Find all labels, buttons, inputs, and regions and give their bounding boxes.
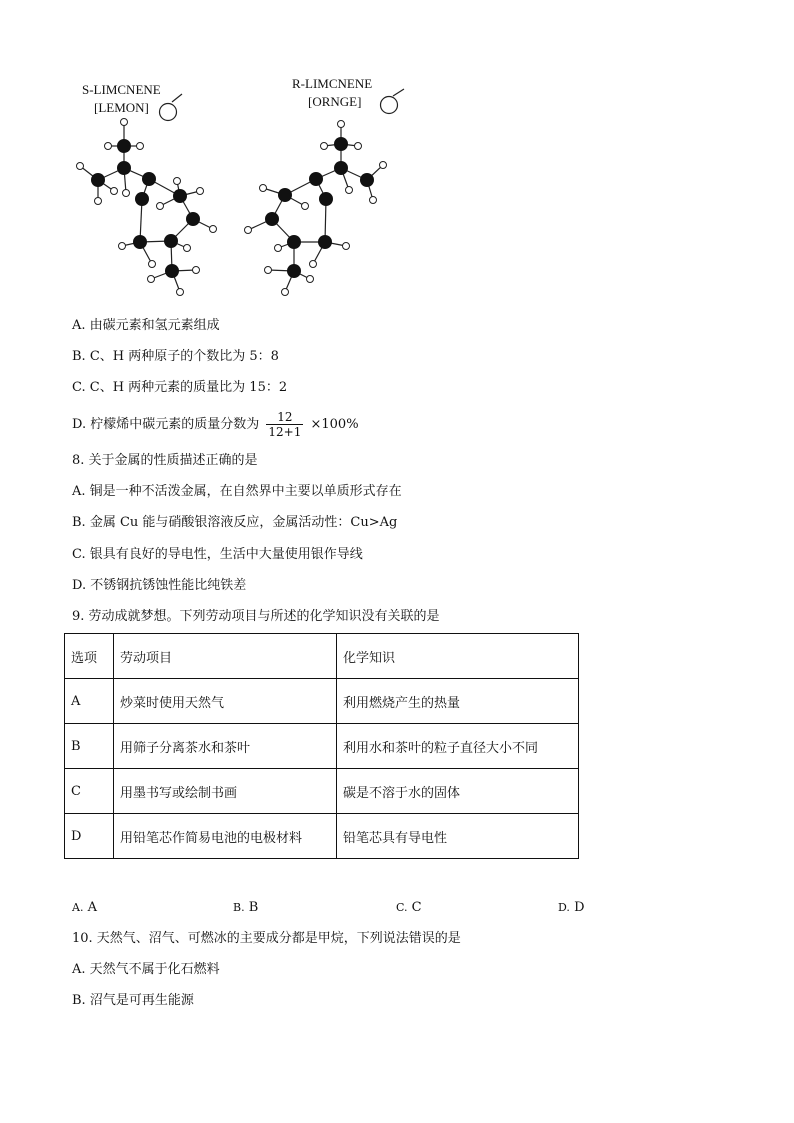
- q8-stem: 8. 关于金属的性质描述正确的是: [72, 453, 258, 468]
- right-molecule-note: [ORNGE]: [308, 94, 362, 109]
- q9-option-b: [233, 899, 258, 917]
- q7-option-d-prefix: D. 柠檬烯中碳元素的质量分数为: [72, 417, 260, 432]
- option-text: D: [574, 900, 585, 915]
- q9-option-c: [396, 899, 422, 917]
- option-text: B: [248, 900, 259, 915]
- table-header-cell: 劳动项目: [114, 634, 337, 679]
- option-letter: D.: [558, 901, 570, 914]
- left-molecule-note: [LEMON]: [94, 100, 149, 115]
- left-polarization-icon: [156, 90, 188, 124]
- q9-option-d: [558, 899, 585, 917]
- q8-option-d: D. 不锈钢抗锈蚀性能比纯铁差: [72, 578, 247, 593]
- mass-fraction-formula: [266, 410, 303, 439]
- option-text: C: [411, 900, 422, 915]
- table-cell: 用筛子分离茶水和茶叶: [114, 724, 337, 769]
- table-row: [65, 814, 579, 859]
- table-cell: B: [65, 724, 114, 769]
- option-letter: C.: [396, 901, 408, 914]
- r-limonene-structure-diagram: [240, 100, 390, 305]
- s-limonene-structure-diagram: [70, 88, 220, 303]
- q7-option-c: C. C、H 两种元素的质量比为 15：2: [72, 380, 288, 395]
- q7-option-a: A. 由碳元素和氢元素组成: [72, 318, 220, 333]
- table-cell: 利用燃烧产生的热量: [337, 679, 579, 724]
- q9-stem: 9. 劳动成就梦想。下列劳动项目与所述的化学知识没有关联的是: [72, 609, 440, 624]
- table-header-cell: 化学知识: [337, 634, 579, 679]
- table-cell: 利用水和茶叶的粒子直径大小不同: [337, 724, 579, 769]
- table-cell: A: [65, 679, 114, 724]
- q7-option-b: B. C、H 两种原子的个数比为 5：8: [72, 349, 279, 364]
- q10-option-b: B. 沼气是可再生能源: [72, 993, 194, 1008]
- fraction-denominator: 12+1: [268, 425, 302, 439]
- table-cell: D: [65, 814, 114, 859]
- option-letter: B.: [233, 901, 245, 914]
- q10-option-a: A. 天然气不属于化石燃料: [72, 962, 220, 977]
- q8-option-b: B. 金属 Cu 能与硝酸银溶液反应，金属活动性：Cu>Ag: [72, 515, 398, 530]
- table-row: [65, 769, 579, 814]
- table-cell: 铅笔芯具有导电性: [337, 814, 579, 859]
- table-header-cell: 选项: [65, 634, 114, 679]
- q9-option-a: [72, 899, 97, 917]
- q10-stem: 10. 天然气、沼气、可燃冰的主要成分都是甲烷，下列说法错误的是: [72, 931, 461, 946]
- right-polarization-icon: [378, 86, 410, 118]
- q8-option-a: A. 铜是一种不活泼金属，在自然界中主要以单质形式存在: [72, 484, 402, 499]
- option-letter: A.: [72, 901, 84, 914]
- q9-table: [64, 633, 579, 859]
- option-text: A: [87, 900, 97, 915]
- right-molecule-name: R-LIMCNENE: [292, 76, 373, 91]
- q7-option-d: [72, 405, 359, 445]
- table-row: [65, 679, 579, 724]
- left-molecule-name: S-LIMCNENE: [82, 82, 161, 97]
- table-cell: 用墨书写或绘制书画: [114, 769, 337, 814]
- table-cell: 用铅笔芯作简易电池的电极材料: [114, 814, 337, 859]
- q7-option-d-suffix: ×100%: [310, 417, 359, 432]
- table-cell: C: [65, 769, 114, 814]
- table-row: [65, 724, 579, 769]
- table-cell: 碳是不溶于水的固体: [337, 769, 579, 814]
- fraction-numerator: 12: [266, 410, 303, 425]
- table-header-row: [65, 634, 579, 679]
- table-cell: 炒菜时使用天然气: [114, 679, 337, 724]
- q8-option-c: C. 银具有良好的导电性，生活中大量使用银作导线: [72, 547, 363, 562]
